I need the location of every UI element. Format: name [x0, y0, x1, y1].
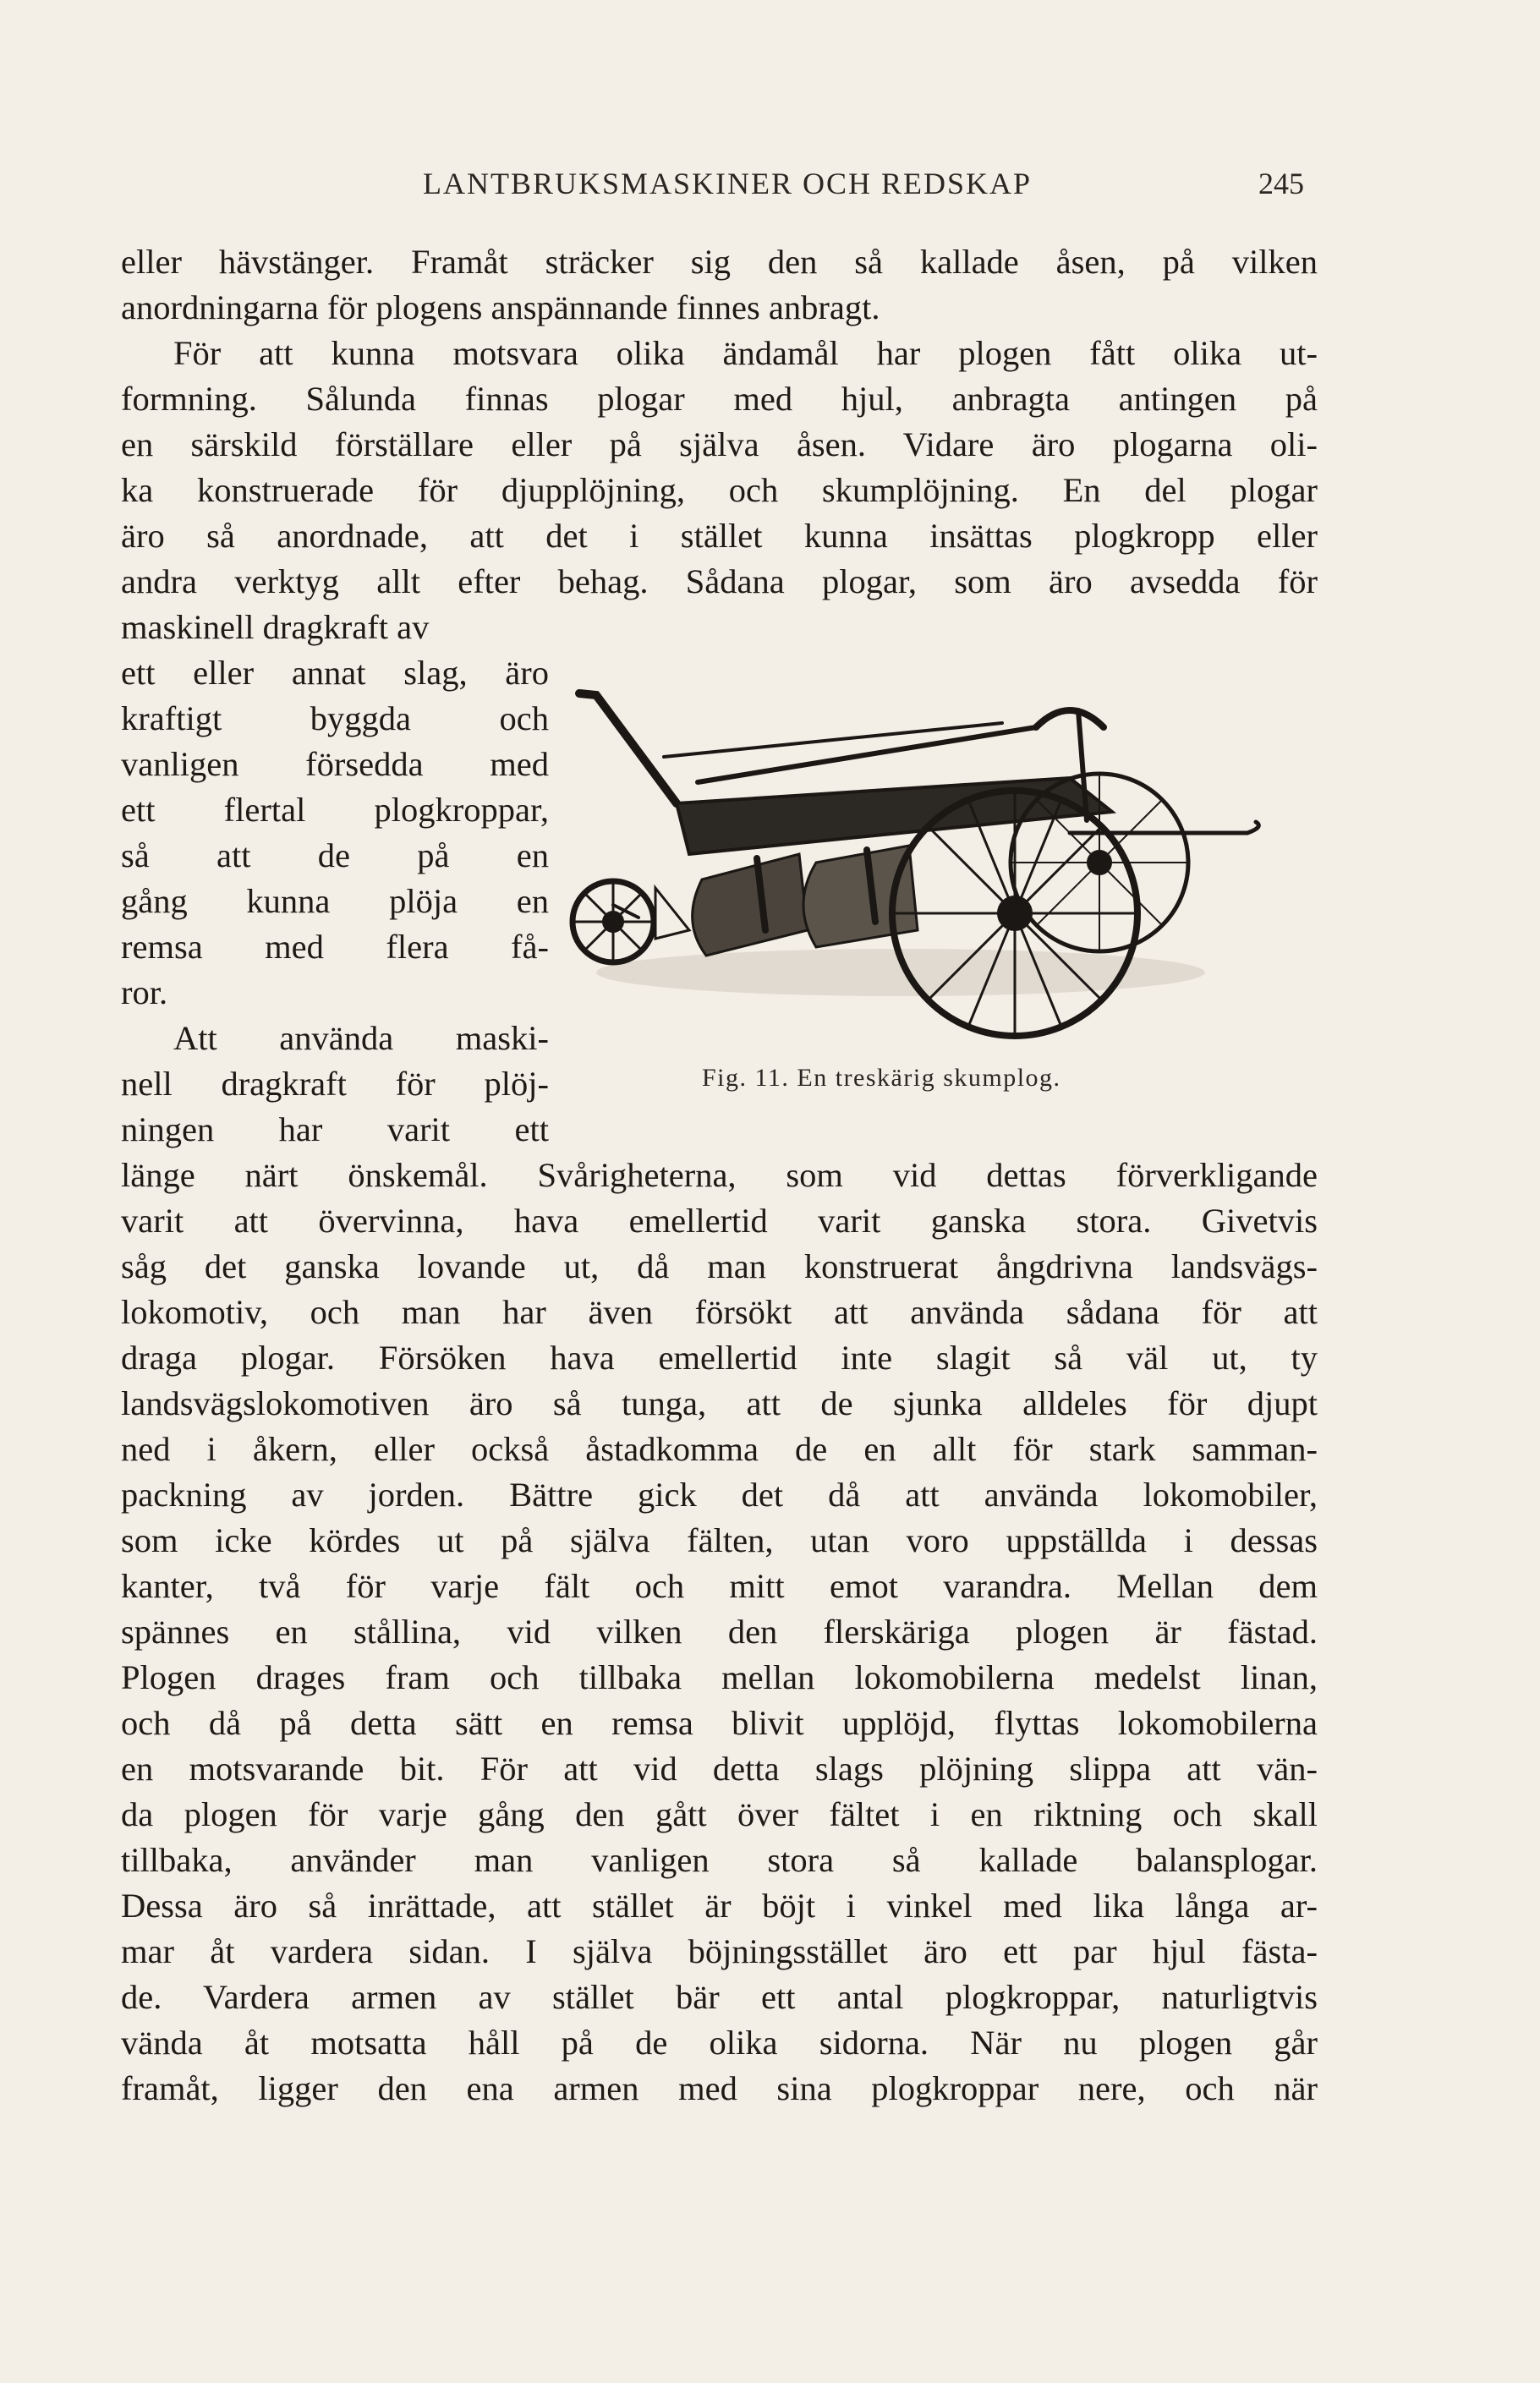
text-line: Plogen drages fram och tillbaka mellan lokomobilerna medelst linan,	[121, 1658, 1318, 1696]
text-line: draga plogar. Försöken hava emellertid inte slagit så väl ut, ty	[121, 1339, 1318, 1377]
text-line: såg det ganska lovande ut, då man konstruerat ångdrivna landsvägs-	[121, 1247, 1318, 1285]
text-line: ka konstruerade för djupplöjning, och skumplöjning. En del plogar	[121, 471, 1318, 509]
text-line: och då på detta sätt en remsa blivit upplöjd, flyttas lokomobilerna	[121, 1704, 1318, 1742]
text-line: Att använda maski-	[173, 1019, 549, 1057]
text-line: För att kunna motsvara olika ändamål har plogen fått olika ut-	[173, 334, 1318, 372]
text-line: eller hävstänger. Framåt sträcker sig den så kallade åsen, på vilken	[121, 243, 1318, 281]
text-line: gång kunna plöja en	[121, 882, 549, 920]
text-line: anordningarna för plogens anspännande finnes anbragt.	[121, 288, 880, 326]
text-line: spännes en stållina, vid vilken den flerskäriga plogen är fästad.	[121, 1613, 1318, 1651]
text-line: tillbaka, använder man vanligen stora så kallade balansplogar.	[121, 1841, 1318, 1879]
text-line: som icke kördes ut på själva fälten, utan voro uppställda i dessas	[121, 1521, 1318, 1559]
text-line: en särskild förställare eller på själva åsen. Vidare äro plogarna oli-	[121, 425, 1318, 463]
text-line: en motsvarande bit. För att vid detta slags plöjning slippa att vän-	[121, 1750, 1318, 1788]
text-line: nell dragkraft för plöj-	[121, 1065, 549, 1103]
plow-illustration	[562, 677, 1273, 1049]
text-line: de. Vardera armen av stället bär ett antal plogkroppar, naturligtvis	[121, 1978, 1318, 2016]
text-line: ned i åkern, eller också åstadkomma de en allt för stark samman-	[121, 1430, 1318, 1468]
text-line: ningen har varit ett	[121, 1110, 549, 1148]
text-line: länge närt önskemål. Svårigheterna, som vid dettas förverkligande	[121, 1156, 1318, 1194]
text-line: formning. Sålunda finnas plogar med hjul, anbragta antingen på	[121, 380, 1318, 418]
text-line: mar åt vardera sidan. I själva böjningsstället äro ett par hjul fästa-	[121, 1932, 1318, 1970]
text-line: da plogen för varje gång den gått över fältet i en riktning och skall	[121, 1795, 1318, 1833]
text-line: kanter, två för varje fält och mitt emot varandra. Mellan dem	[121, 1567, 1318, 1605]
text-line: lokomotiv, och man har även försökt att använda sådana för att	[121, 1293, 1318, 1331]
text-line: ett eller annat slag, äro	[121, 654, 549, 692]
text-line: kraftigt byggda och	[121, 699, 549, 737]
text-line: vända åt motsatta håll på de olika sidorna. När nu plogen går	[121, 2024, 1318, 2062]
text-line: Dessa äro så inrättade, att stället är böjt i vinkel med lika långa ar-	[121, 1887, 1318, 1925]
text-line: äro så anordnade, att det i stället kunna insättas plogkropp eller	[121, 517, 1318, 555]
text-line: andra verktyg allt efter behag. Sådana plogar, som äro avsedda för	[121, 562, 1318, 600]
text-line: packning av jorden. Bättre gick det då att använda lokomobiler,	[121, 1476, 1318, 1514]
running-header: LANTBRUKSMASKINER OCH REDSKAP	[422, 167, 1033, 200]
text-line: ror.	[121, 973, 168, 1011]
text-line: ett flertal plogkroppar,	[121, 791, 549, 829]
figure-caption: Fig. 11. En treskärig skumplog.	[702, 1064, 1061, 1092]
text-line: remsa med flera få-	[121, 928, 549, 966]
text-line: varit att övervinna, hava emellertid varit ganska stora. Givetvis	[121, 1202, 1318, 1240]
text-line: maskinell dragkraft av	[121, 608, 430, 646]
text-line: vanligen försedda med	[121, 745, 549, 783]
page-number: 245	[1258, 167, 1304, 200]
text-line: landsvägslokomotiven äro så tunga, att de sjunka alldeles för djupt	[121, 1384, 1318, 1422]
text-line: så att de på en	[121, 836, 549, 874]
text-line: framåt, ligger den ena armen med sina plogkroppar nere, och när	[121, 2069, 1318, 2107]
